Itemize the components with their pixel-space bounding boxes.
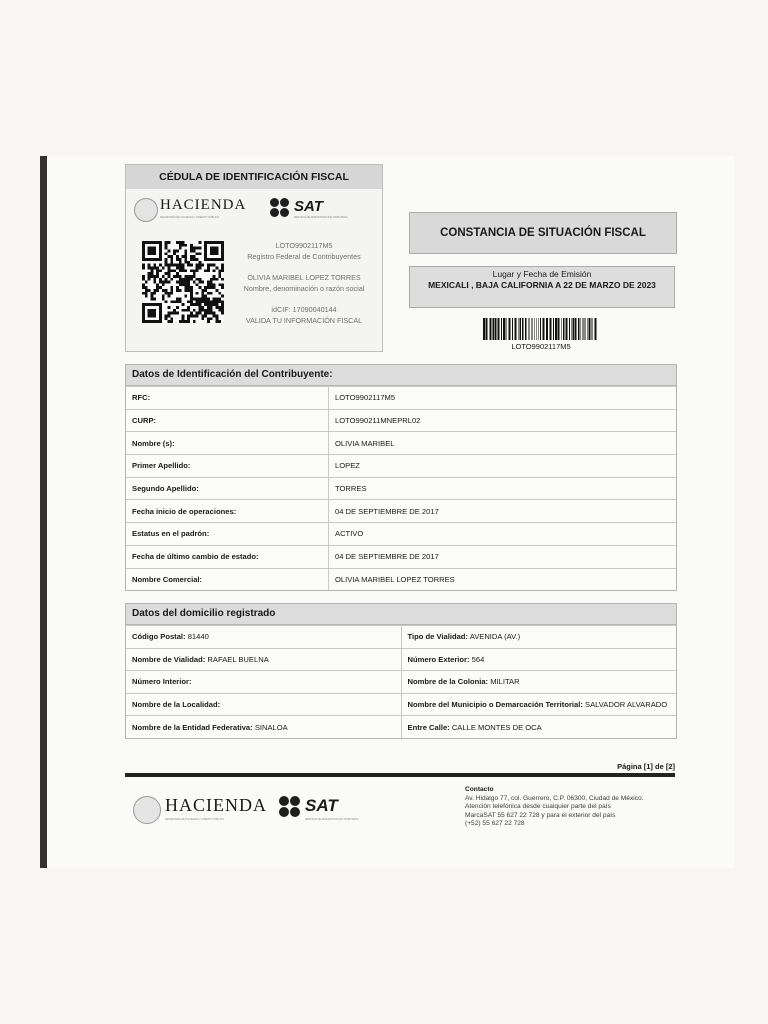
field-value: 04 DE SEPTIEMBRE DE 2017: [329, 500, 677, 523]
field-value: TORRES: [329, 477, 677, 500]
field-value: LOTO9902117M5: [329, 387, 677, 410]
field-label: Nombre de la Localidad:: [132, 700, 221, 710]
cedula-name: OLIVIA MARIBEL LOPEZ TORRES: [247, 273, 361, 282]
cedula-rfc: LOTO9902117M5: [275, 241, 333, 250]
field-value: LOTO990211MNEPRL02: [329, 409, 677, 432]
field-label: Nombre de la Entidad Federativa:: [132, 722, 253, 732]
lugar-value: MEXICALI , BAJA CALIFORNIA A 22 DE MARZO DE 2023: [428, 280, 656, 290]
contacto-line: Atención telefónica desde cualquier parte del país: [465, 803, 611, 811]
page-number: Página [1] de [2]: [617, 762, 675, 771]
table-row: [126, 432, 676, 455]
field-value: ACTIVO: [329, 523, 677, 546]
lugar-label: Lugar y Fecha de Emisión: [492, 269, 592, 279]
field-label: Nombre de la Colonia:: [407, 677, 489, 687]
footer-sat-logo: SAT: [305, 796, 338, 815]
address-cell: [401, 648, 676, 671]
address-cell: [126, 671, 401, 694]
hacienda-seal-icon: [133, 796, 161, 824]
domicilio-table: [126, 625, 676, 738]
field-value: OLIVIA MARIBEL: [329, 432, 677, 455]
field-label: Entre Calle:: [407, 722, 450, 732]
table-row: [126, 693, 676, 716]
qr-code: [142, 241, 224, 323]
address-cell: [126, 716, 401, 738]
field-label: Estatus en el padrón:: [126, 523, 329, 546]
field-label: Código Postal:: [132, 632, 186, 642]
hacienda-subtitle: SECRETARÍA DE HACIENDA Y CRÉDITO PÚBLICO: [160, 216, 220, 219]
field-label: Nombre (s):: [126, 432, 329, 455]
field-value: 04 DE SEPTIEMBRE DE 2017: [329, 545, 677, 568]
lugar-fecha-box: [409, 266, 675, 308]
table-row: [126, 671, 676, 694]
table-row: [126, 500, 676, 523]
barcode-number: LOTO9902117M5: [511, 342, 571, 351]
table-row: [126, 387, 676, 410]
sat-subtitle: SERVICIO DE ADMINISTRACIÓN TRIBUTARIA: [294, 216, 348, 219]
field-label: Número Exterior:: [407, 654, 470, 664]
cedula-rfc-caption: Registro Federal de Contribuyentes: [247, 252, 361, 261]
footer-logos: [133, 792, 413, 828]
document-page: [40, 156, 735, 868]
contacto-line: MarcaSAT 55 627 22 728 y para el exterior del país: [465, 811, 616, 819]
table-row: [126, 545, 676, 568]
sat-logo: SAT: [294, 198, 323, 215]
field-value: CALLE MONTES DE OCA: [451, 722, 542, 732]
cedula-logos: [134, 195, 374, 225]
footer-sat-subtitle: SERVICIO DE ADMINISTRACIÓN TRIBUTARIA: [305, 818, 359, 821]
field-label: Nombre Comercial:: [126, 568, 329, 590]
table-row: [126, 409, 676, 432]
field-label: Número Interior:: [132, 677, 192, 687]
contribuyente-title: Datos de Identificación del Contribuyente:: [126, 365, 676, 386]
contribuyente-section: [125, 364, 677, 591]
footer-hacienda-subtitle: SECRETARÍA DE HACIENDA Y CRÉDITO PÚBLICO: [165, 818, 225, 821]
contacto-line: Av. Hidalgo 77, col. Guerrero, C.P. 06300, Ciudad de México.: [465, 794, 644, 802]
table-row: [126, 523, 676, 546]
contribuyente-table: [126, 386, 676, 590]
contacto-line: (+52) 55 627 22 728: [465, 820, 525, 828]
field-label: Tipo de Vialidad:: [407, 632, 468, 642]
field-label: Nombre del Municipio o Demarcación Territorial:: [407, 700, 583, 710]
field-label: Primer Apellido:: [126, 455, 329, 478]
field-label: Fecha de último cambio de estado:: [126, 545, 329, 568]
table-row: [126, 716, 676, 738]
field-value: 564: [471, 654, 485, 664]
field-value: RAFAEL BUELNA: [207, 654, 269, 664]
contacto-title: Contacto: [465, 786, 494, 793]
address-cell: [126, 693, 401, 716]
address-cell: [401, 671, 676, 694]
table-row: [126, 455, 676, 478]
barcode: [483, 318, 599, 340]
address-cell: [126, 626, 401, 649]
footer-hacienda-logo: HACIENDA: [165, 795, 267, 815]
field-value: OLIVIA MARIBEL LOPEZ TORRES: [329, 568, 677, 590]
address-cell: [401, 626, 676, 649]
domicilio-section: [125, 603, 677, 739]
cedula-name-caption: Nombre, denominación o razón social: [243, 284, 365, 293]
cedula-info: [232, 241, 376, 327]
constancia-title: CONSTANCIA DE SITUACIÓN FISCAL: [409, 212, 677, 254]
field-label: CURP:: [126, 409, 329, 432]
field-value: MILITAR: [490, 677, 520, 687]
table-row: [126, 648, 676, 671]
hacienda-seal-icon: [134, 198, 158, 222]
table-row: [126, 477, 676, 500]
field-value: AVENIDA (AV.): [469, 632, 521, 642]
address-cell: [401, 693, 676, 716]
hacienda-logo: HACIENDA: [160, 197, 247, 213]
field-value: 81440: [187, 632, 209, 642]
cedula-valida: VALIDA TU INFORMACIÓN FISCAL: [245, 316, 363, 325]
cedula-card: [125, 164, 383, 352]
address-cell: [401, 716, 676, 738]
field-label: Nombre de Vialidad:: [132, 654, 206, 664]
field-value: LOPEZ: [329, 455, 677, 478]
field-label: RFC:: [126, 387, 329, 410]
cedula-title: CÉDULA DE IDENTIFICACIÓN FISCAL: [126, 165, 382, 189]
field-label: Fecha inicio de operaciones:: [126, 500, 329, 523]
sat-logo-icon: [270, 198, 290, 218]
contacto-block: [465, 786, 685, 829]
sat-logo-icon: [279, 796, 301, 818]
footer-rule: [125, 773, 675, 777]
field-value: SINALOA: [254, 722, 288, 732]
address-cell: [126, 648, 401, 671]
cedula-idcif: idCIF: 17090040144: [271, 305, 337, 314]
table-row: [126, 626, 676, 649]
field-value: SALVADOR ALVARADO: [585, 700, 668, 710]
field-label: Segundo Apellido:: [126, 477, 329, 500]
table-row: [126, 568, 676, 590]
domicilio-title: Datos del domicilio registrado: [126, 604, 676, 625]
